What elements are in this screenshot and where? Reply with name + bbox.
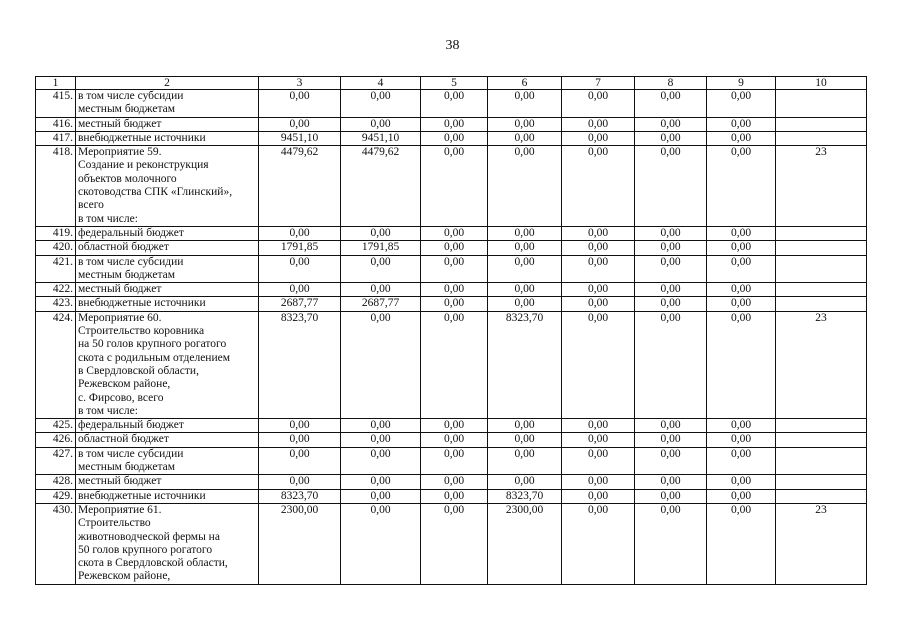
value-col-6: 0,00	[488, 255, 562, 283]
value-col-3: 0,00	[259, 447, 341, 475]
table-row	[36, 475, 867, 489]
value-col-6: 8323,70	[488, 311, 562, 418]
column-header: 4	[341, 77, 421, 90]
row-number: 415.	[36, 90, 76, 118]
target-indicator	[776, 297, 867, 311]
value-col-5: 0,00	[421, 283, 488, 297]
table-row	[36, 90, 867, 118]
value-col-7: 0,00	[562, 503, 635, 584]
value-col-5: 0,00	[421, 146, 488, 227]
value-col-5: 0,00	[421, 433, 488, 447]
value-col-4: 0,00	[341, 255, 421, 283]
value-col-7: 0,00	[562, 433, 635, 447]
target-indicator: 23	[776, 503, 867, 584]
value-col-3: 0,00	[259, 117, 341, 131]
value-col-8: 0,00	[635, 241, 707, 255]
value-col-9: 0,00	[707, 503, 776, 584]
row-number: 428.	[36, 475, 76, 489]
value-col-9: 0,00	[707, 90, 776, 118]
header-row	[36, 77, 867, 90]
value-col-4: 0,00	[341, 117, 421, 131]
value-col-9: 0,00	[707, 489, 776, 503]
row-description: внебюджетные источники	[76, 489, 259, 503]
value-col-6: 8323,70	[488, 489, 562, 503]
value-col-3: 8323,70	[259, 311, 341, 418]
value-col-8: 0,00	[635, 117, 707, 131]
row-number: 422.	[36, 283, 76, 297]
value-col-8: 0,00	[635, 433, 707, 447]
target-indicator	[776, 241, 867, 255]
row-description: Мероприятие 61. Строительство животноводческой фермы на 50 голов крупного рогатого скота в Свердловской области, Режевском районе,	[76, 503, 259, 584]
value-col-6: 0,00	[488, 146, 562, 227]
value-col-6: 0,00	[488, 131, 562, 145]
row-description: местный бюджет	[76, 283, 259, 297]
value-col-7: 0,00	[562, 283, 635, 297]
table-row	[36, 226, 867, 240]
table-row	[36, 433, 867, 447]
value-col-4: 0,00	[341, 489, 421, 503]
value-col-9: 0,00	[707, 146, 776, 227]
value-col-6: 2300,00	[488, 503, 562, 584]
value-col-7: 0,00	[562, 297, 635, 311]
value-col-8: 0,00	[635, 447, 707, 475]
table-row	[36, 255, 867, 283]
row-description: местный бюджет	[76, 117, 259, 131]
row-description: Мероприятие 59. Создание и реконструкция объектов молочного скотоводства СПК «Глинский», всего в том числе:	[76, 146, 259, 227]
value-col-4: 0,00	[341, 283, 421, 297]
value-col-9: 0,00	[707, 433, 776, 447]
row-number: 429.	[36, 489, 76, 503]
value-col-7: 0,00	[562, 447, 635, 475]
target-indicator	[776, 255, 867, 283]
column-header: 7	[562, 77, 635, 90]
column-header: 5	[421, 77, 488, 90]
value-col-6: 0,00	[488, 447, 562, 475]
row-description: федеральный бюджет	[76, 419, 259, 433]
value-col-3: 8323,70	[259, 489, 341, 503]
value-col-6: 0,00	[488, 117, 562, 131]
row-description: областной бюджет	[76, 433, 259, 447]
value-col-6: 0,00	[488, 226, 562, 240]
table-row	[36, 311, 867, 418]
row-number: 418.	[36, 146, 76, 227]
value-col-9: 0,00	[707, 226, 776, 240]
value-col-4: 0,00	[341, 433, 421, 447]
value-col-5: 0,00	[421, 489, 488, 503]
value-col-9: 0,00	[707, 241, 776, 255]
row-description: Мероприятие 60. Строительство коровника на 50 голов крупного рогатого скота с родильным отделением в Свердловской области, Режевском районе, с. Фирсово, всего в том числе:	[76, 311, 259, 418]
value-col-9: 0,00	[707, 131, 776, 145]
row-number: 427.	[36, 447, 76, 475]
row-number: 425.	[36, 419, 76, 433]
budget-table	[35, 76, 867, 585]
value-col-5: 0,00	[421, 503, 488, 584]
value-col-8: 0,00	[635, 419, 707, 433]
table-row	[36, 117, 867, 131]
value-col-3: 0,00	[259, 283, 341, 297]
value-col-8: 0,00	[635, 131, 707, 145]
value-col-3: 1791,85	[259, 241, 341, 255]
value-col-6: 0,00	[488, 475, 562, 489]
value-col-7: 0,00	[562, 475, 635, 489]
row-description: федеральный бюджет	[76, 226, 259, 240]
value-col-9: 0,00	[707, 283, 776, 297]
value-col-5: 0,00	[421, 131, 488, 145]
table-row	[36, 419, 867, 433]
value-col-8: 0,00	[635, 475, 707, 489]
value-col-4: 4479,62	[341, 146, 421, 227]
target-indicator	[776, 283, 867, 297]
target-indicator	[776, 433, 867, 447]
row-description: в том числе субсидии местным бюджетам	[76, 255, 259, 283]
value-col-4: 2687,77	[341, 297, 421, 311]
row-number: 426.	[36, 433, 76, 447]
value-col-7: 0,00	[562, 241, 635, 255]
value-col-8: 0,00	[635, 503, 707, 584]
column-header: 3	[259, 77, 341, 90]
value-col-9: 0,00	[707, 117, 776, 131]
column-header: 9	[707, 77, 776, 90]
table-row	[36, 297, 867, 311]
row-number: 416.	[36, 117, 76, 131]
value-col-9: 0,00	[707, 311, 776, 418]
value-col-4: 0,00	[341, 447, 421, 475]
column-header: 1	[36, 77, 76, 90]
value-col-8: 0,00	[635, 226, 707, 240]
table-row	[36, 283, 867, 297]
value-col-3: 0,00	[259, 475, 341, 489]
row-number: 420.	[36, 241, 76, 255]
table-row	[36, 503, 867, 584]
value-col-8: 0,00	[635, 489, 707, 503]
value-col-7: 0,00	[562, 419, 635, 433]
value-col-5: 0,00	[421, 475, 488, 489]
page-number: 38	[445, 38, 460, 53]
value-col-5: 0,00	[421, 117, 488, 131]
value-col-3: 0,00	[259, 226, 341, 240]
value-col-4: 0,00	[341, 226, 421, 240]
value-col-9: 0,00	[707, 475, 776, 489]
value-col-3: 0,00	[259, 90, 341, 118]
value-col-4: 0,00	[341, 503, 421, 584]
row-number: 424.	[36, 311, 76, 418]
value-col-7: 0,00	[562, 255, 635, 283]
target-indicator	[776, 419, 867, 433]
row-description: внебюджетные источники	[76, 297, 259, 311]
value-col-8: 0,00	[635, 146, 707, 227]
value-col-4: 9451,10	[341, 131, 421, 145]
value-col-7: 0,00	[562, 226, 635, 240]
value-col-9: 0,00	[707, 297, 776, 311]
row-number: 421.	[36, 255, 76, 283]
value-col-3: 2687,77	[259, 297, 341, 311]
row-description: местный бюджет	[76, 475, 259, 489]
value-col-6: 0,00	[488, 433, 562, 447]
value-col-8: 0,00	[635, 90, 707, 118]
value-col-6: 0,00	[488, 297, 562, 311]
table-row	[36, 131, 867, 145]
row-number: 417.	[36, 131, 76, 145]
value-col-6: 0,00	[488, 241, 562, 255]
target-indicator	[776, 117, 867, 131]
value-col-5: 0,00	[421, 255, 488, 283]
value-col-3: 0,00	[259, 419, 341, 433]
value-col-3: 0,00	[259, 255, 341, 283]
value-col-6: 0,00	[488, 419, 562, 433]
target-indicator	[776, 447, 867, 475]
table-row	[36, 489, 867, 503]
row-description: внебюджетные источники	[76, 131, 259, 145]
value-col-5: 0,00	[421, 226, 488, 240]
target-indicator	[776, 90, 867, 118]
value-col-4: 0,00	[341, 90, 421, 118]
target-indicator	[776, 226, 867, 240]
row-number: 419.	[36, 226, 76, 240]
target-indicator	[776, 475, 867, 489]
value-col-7: 0,00	[562, 489, 635, 503]
value-col-9: 0,00	[707, 419, 776, 433]
value-col-3: 0,00	[259, 433, 341, 447]
value-col-8: 0,00	[635, 283, 707, 297]
value-col-4: 0,00	[341, 419, 421, 433]
column-header: 2	[76, 77, 259, 90]
row-description: областной бюджет	[76, 241, 259, 255]
value-col-7: 0,00	[562, 90, 635, 118]
value-col-3: 9451,10	[259, 131, 341, 145]
value-col-6: 0,00	[488, 90, 562, 118]
value-col-5: 0,00	[421, 447, 488, 475]
value-col-4: 1791,85	[341, 241, 421, 255]
target-indicator: 23	[776, 146, 867, 227]
value-col-5: 0,00	[421, 241, 488, 255]
table-row	[36, 146, 867, 227]
target-indicator	[776, 131, 867, 145]
row-number: 430.	[36, 503, 76, 584]
value-col-4: 0,00	[341, 475, 421, 489]
value-col-8: 0,00	[635, 297, 707, 311]
value-col-5: 0,00	[421, 311, 488, 418]
value-col-5: 0,00	[421, 90, 488, 118]
value-col-7: 0,00	[562, 117, 635, 131]
target-indicator: 23	[776, 311, 867, 418]
row-description: в том числе субсидии местным бюджетам	[76, 90, 259, 118]
value-col-7: 0,00	[562, 131, 635, 145]
table-row	[36, 241, 867, 255]
column-header: 6	[488, 77, 562, 90]
value-col-8: 0,00	[635, 255, 707, 283]
value-col-8: 0,00	[635, 311, 707, 418]
table-row	[36, 447, 867, 475]
value-col-9: 0,00	[707, 447, 776, 475]
value-col-3: 2300,00	[259, 503, 341, 584]
row-number: 423.	[36, 297, 76, 311]
value-col-7: 0,00	[562, 311, 635, 418]
target-indicator	[776, 489, 867, 503]
value-col-6: 0,00	[488, 283, 562, 297]
value-col-5: 0,00	[421, 297, 488, 311]
value-col-5: 0,00	[421, 419, 488, 433]
value-col-3: 4479,62	[259, 146, 341, 227]
value-col-7: 0,00	[562, 146, 635, 227]
value-col-9: 0,00	[707, 255, 776, 283]
value-col-4: 0,00	[341, 311, 421, 418]
column-header: 8	[635, 77, 707, 90]
column-header: 10	[776, 77, 867, 90]
row-description: в том числе субсидии местным бюджетам	[76, 447, 259, 475]
